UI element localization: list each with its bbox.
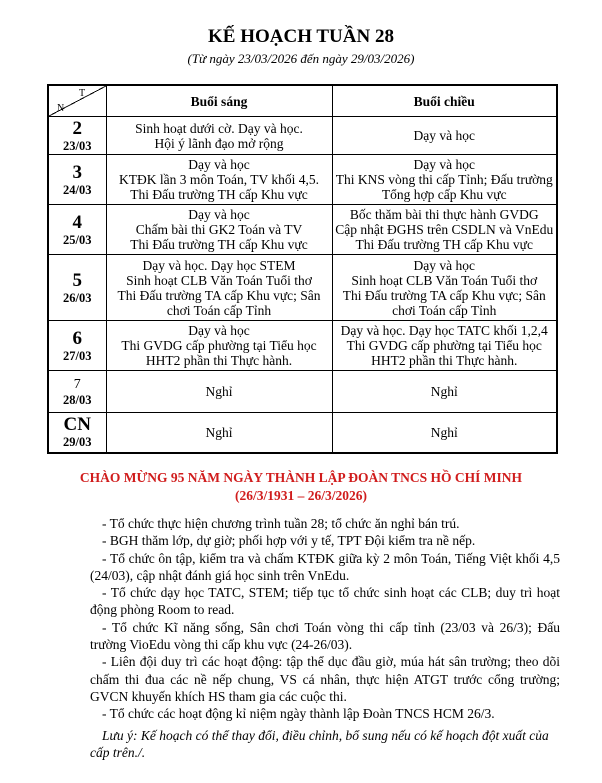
date-range: (Từ ngày 23/03/2026 đến ngày 29/03/2026) bbox=[187, 51, 415, 66]
morning-activity: Dạy và học bbox=[188, 207, 250, 222]
table-row bbox=[48, 371, 557, 413]
weekly-schedule-table bbox=[47, 84, 558, 454]
day-number: 6 bbox=[72, 327, 82, 349]
day-cell bbox=[48, 155, 106, 205]
morning-cell bbox=[106, 117, 332, 155]
day-date: 25/03 bbox=[63, 232, 92, 247]
day-cell bbox=[48, 321, 106, 371]
morning-activity: Thi Đấu trường TH cấp Khu vực bbox=[130, 187, 308, 202]
morning-activity: Dạy và học. Dạy học STEM bbox=[142, 257, 296, 273]
note-item: - Tổ chức dạy học TATC, STEM; tiếp tục tổ chức sinh hoạt các CLB; duy trì hoạt động phòng Room to read. bbox=[90, 585, 560, 618]
day-number: CN bbox=[63, 414, 91, 436]
morning-activity: chơi Toán cấp Tỉnh bbox=[166, 302, 272, 318]
day-date: 23/03 bbox=[63, 138, 92, 153]
celebration-dates: (26/3/1931 – 26/3/2026) bbox=[235, 488, 367, 503]
morning-activity: HHT2 phần thi Thực hành. bbox=[145, 353, 293, 368]
corner-label-top: T bbox=[79, 88, 86, 99]
day-number: 3 bbox=[72, 161, 82, 183]
afternoon-activity: Bốc thăm bài thi thực hành GVDG bbox=[349, 207, 539, 222]
morning-header: Buổi sáng bbox=[106, 85, 332, 117]
afternoon-activity: HHT2 phần thi Thực hành. bbox=[371, 353, 518, 368]
table-row bbox=[48, 155, 557, 205]
day-date: 24/03 bbox=[63, 182, 92, 197]
afternoon-header: Buổi chiều bbox=[332, 85, 557, 117]
afternoon-activity: Sinh hoạt CLB Văn Toán Tuổi thơ bbox=[351, 272, 538, 288]
note-item: - Tổ chức Kĩ năng sống, Sân chơi Toán vòng thi cấp tỉnh (23/03 và 26/3); Đấu trường VioEdu vòng thi cấp khu vực (24-26/03). bbox=[90, 619, 560, 653]
morning-activity: Thi GVDG cấp phường tại Tiểu học bbox=[121, 338, 317, 353]
afternoon-cell bbox=[332, 117, 557, 155]
notes-list bbox=[90, 515, 560, 723]
table-row bbox=[48, 205, 557, 255]
note-item: - Tổ chức các hoạt động kỉ niệm ngày thành lập Đoàn TNCS HCM 26/3. bbox=[102, 706, 495, 722]
morning-cell bbox=[106, 155, 332, 205]
day-number: 4 bbox=[72, 211, 82, 233]
afternoon-cell bbox=[332, 413, 557, 453]
day-cell bbox=[48, 413, 106, 453]
morning-activity: Dạy và học bbox=[188, 323, 250, 338]
day-number: 7 bbox=[73, 376, 81, 392]
afternoon-activity: Dạy và học bbox=[413, 157, 475, 172]
afternoon-cell bbox=[332, 255, 557, 321]
afternoon-cell bbox=[332, 205, 557, 255]
afternoon-activity: Thi Đấu trường TA cấp Khu vực; Sân bbox=[342, 287, 546, 303]
morning-activity: Nghỉ bbox=[205, 424, 233, 440]
day-date: 29/03 bbox=[63, 435, 92, 450]
day-number: 2 bbox=[72, 117, 82, 139]
day-cell bbox=[48, 371, 106, 413]
note-item: - BGH thăm lớp, dự giờ; phối hợp với y tế, TPT Đội kiểm tra nề nếp. bbox=[102, 533, 476, 549]
day-number: 5 bbox=[72, 269, 82, 291]
afternoon-activity: Tổng hợp cấp Khu vực bbox=[381, 187, 507, 202]
corner-label-bottom: N bbox=[57, 103, 65, 114]
afternoon-activity: Thi KNS vòng thi cấp Tỉnh; Đấu trường bbox=[335, 172, 553, 187]
afternoon-activity: Nghỉ bbox=[430, 424, 458, 440]
table-row bbox=[48, 117, 557, 155]
afternoon-cell bbox=[332, 371, 557, 413]
day-date: 27/03 bbox=[63, 348, 92, 363]
footnote: Lưu ý: Kế hoạch có thể thay đổi, điều chỉnh, bổ sung nếu có kế hoạch đột xuất của cấp trên./. bbox=[90, 728, 549, 760]
morning-cell bbox=[106, 255, 332, 321]
table-header-row bbox=[48, 85, 557, 117]
note-item: - Tổ chức ôn tập, kiểm tra và chấm KTĐK giữa kỳ 2 môn Toán, Tiếng Việt khối 4,5 (24/03), cập nhật đánh giá học sinh trên VnEdu. bbox=[90, 550, 560, 583]
note-item: - Liên đội duy trì các hoạt động: tập thể dục đầu giờ, múa hát sân trường; theo dõi chấm thi đua các nề nếp chung, VS cá nhân, thực hiện ATGT trước cổng trường; GVCN khuyến khích HS tham gia các cuộc thi. bbox=[90, 654, 560, 704]
morning-activity: Sinh hoạt dưới cờ. Dạy và học. bbox=[135, 120, 303, 136]
morning-cell bbox=[106, 321, 332, 371]
day-cell bbox=[48, 117, 106, 155]
morning-activity: Thi Đấu trường TA cấp Khu vực; Sân bbox=[117, 287, 321, 303]
day-date: 28/03 bbox=[63, 392, 92, 407]
afternoon-activity: Dạy và học bbox=[413, 257, 475, 273]
morning-activity: Nghỉ bbox=[205, 384, 233, 399]
page-title: KẾ HOẠCH TUẦN 28 bbox=[208, 26, 394, 47]
afternoon-cell bbox=[332, 155, 557, 205]
afternoon-activity: Cập nhật ĐGHS trên CSDLN và VnEdu bbox=[335, 222, 554, 237]
morning-activity: KTĐK lần 3 môn Toán, TV khối 4,5. bbox=[118, 172, 320, 187]
morning-cell bbox=[106, 371, 332, 413]
table-row bbox=[48, 321, 557, 371]
celebration-title: CHÀO MỪNG 95 NĂM NGÀY THÀNH LẬP ĐOÀN TNCS HỒ CHÍ MINH bbox=[79, 470, 523, 485]
day-cell bbox=[48, 255, 106, 321]
afternoon-activity: Thi GVDG cấp phường tại Tiểu học bbox=[346, 338, 542, 353]
morning-activity: Hội ý lãnh đạo mở rộng bbox=[154, 135, 284, 151]
corner-cell bbox=[48, 85, 106, 117]
afternoon-activity: Dạy và học bbox=[413, 128, 475, 143]
morning-activity: Thi Đấu trường TH cấp Khu vực bbox=[130, 237, 308, 252]
afternoon-activity: Dạy và học. Dạy học TATC khối 1,2,4 bbox=[340, 323, 548, 338]
day-date: 26/03 bbox=[63, 290, 92, 305]
note-item: - Tổ chức thực hiện chương trình tuần 28; tổ chức ăn nghỉ bán trú. bbox=[102, 516, 460, 531]
afternoon-activity: Nghỉ bbox=[430, 384, 458, 399]
morning-activity: Sinh hoạt CLB Văn Toán Tuổi thơ bbox=[126, 272, 312, 288]
afternoon-activity: Thi Đấu trường TH cấp Khu vực bbox=[355, 237, 533, 252]
morning-cell bbox=[106, 205, 332, 255]
morning-activity: Chấm bài thi GK2 Toán và TV bbox=[135, 222, 303, 237]
table-row bbox=[48, 255, 557, 321]
morning-cell bbox=[106, 413, 332, 453]
afternoon-cell bbox=[332, 321, 557, 371]
morning-activity: Dạy và học bbox=[188, 157, 250, 172]
afternoon-activity: chơi Toán cấp Tỉnh bbox=[392, 302, 497, 318]
table-row bbox=[48, 413, 557, 453]
day-cell bbox=[48, 205, 106, 255]
